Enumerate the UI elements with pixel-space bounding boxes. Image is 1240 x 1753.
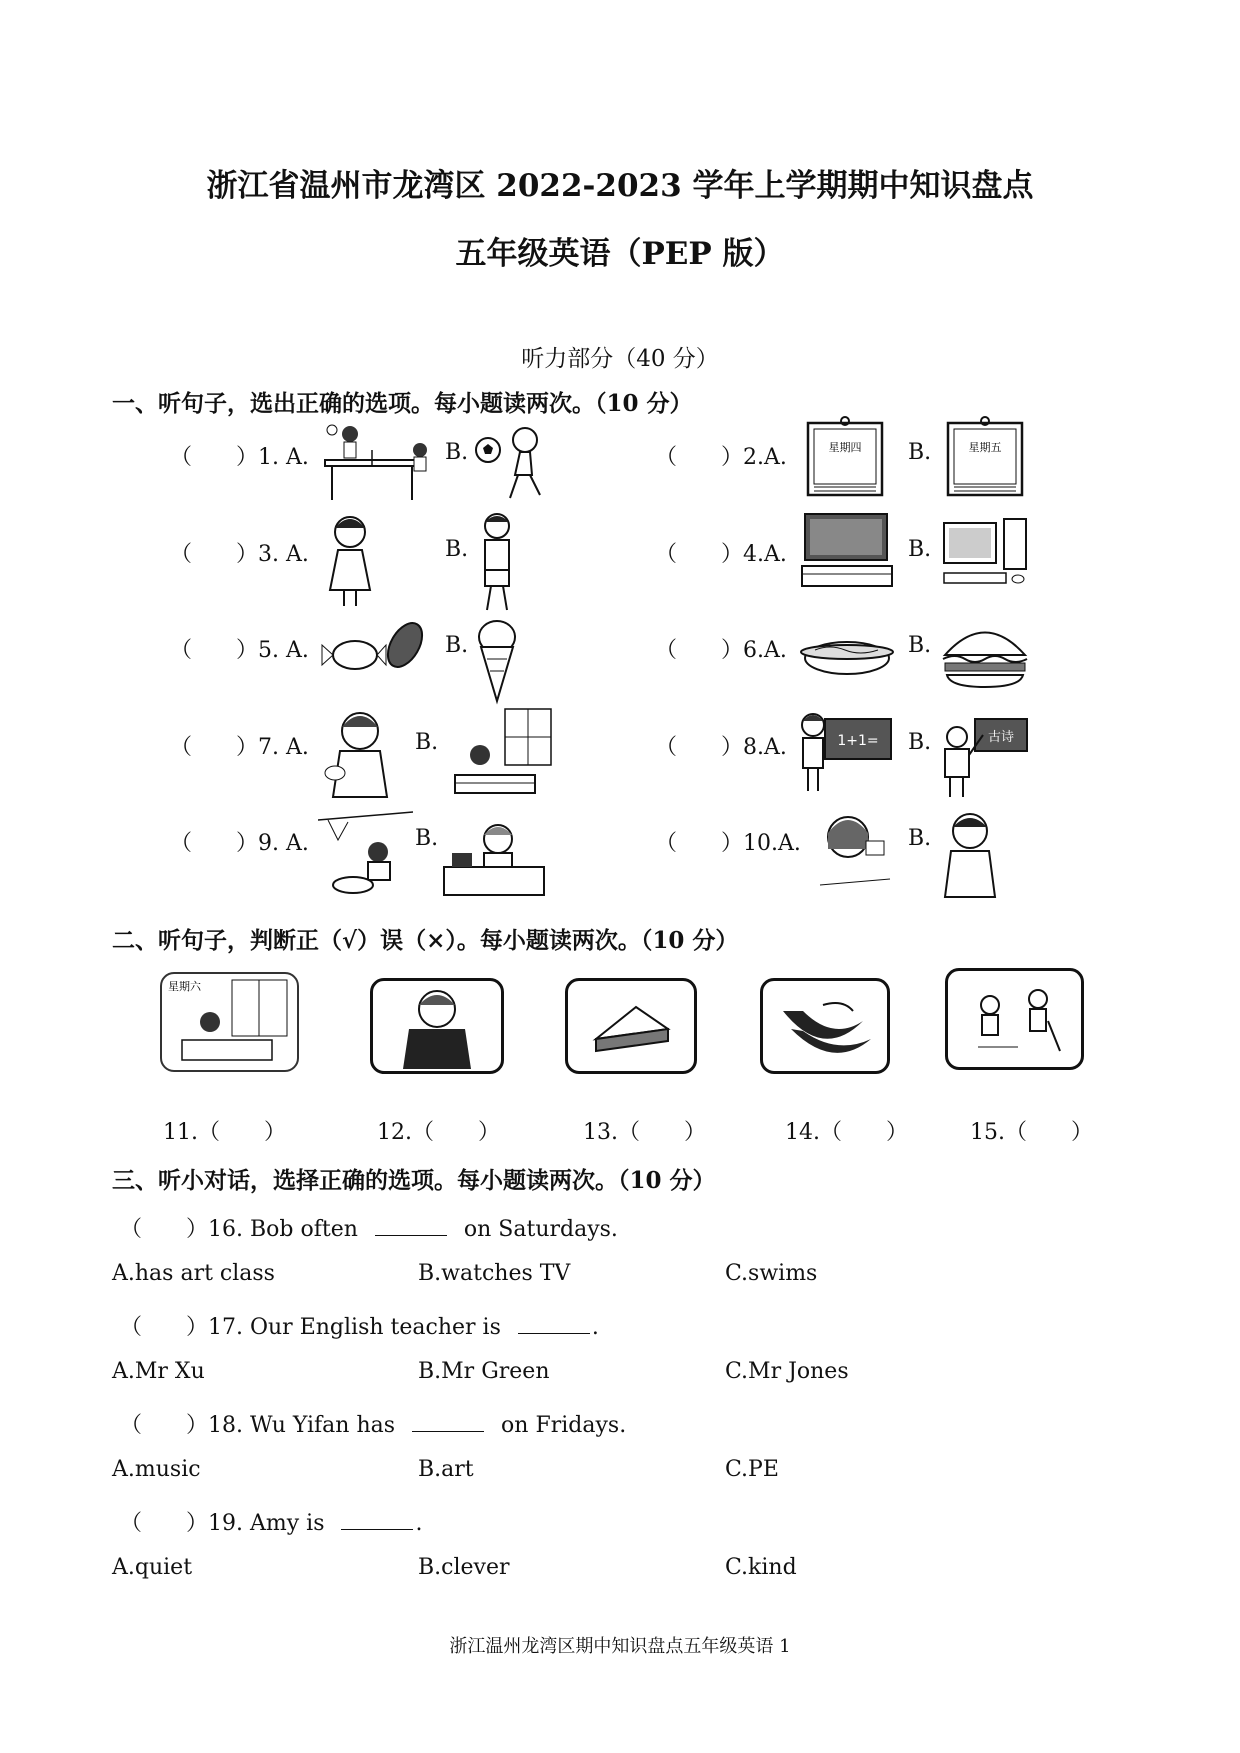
q18-stem (120, 1408, 626, 1439)
q19-stem (120, 1506, 422, 1537)
q19-option-c: C.kind (725, 1555, 797, 1580)
q2-pic-a-text: 星期四 (828, 441, 862, 454)
q18-blank[interactable] (412, 1431, 484, 1432)
q16-stem-after: on Saturdays. (463, 1217, 618, 1242)
part-heading: 听力部分（40 分） (521, 346, 719, 372)
q2-pic-b-calendar (940, 415, 1030, 500)
q8-pic-b-text: 古诗 (987, 730, 1015, 745)
q6-label: （ ）6.A. (655, 638, 787, 663)
q17-stem (120, 1310, 599, 1341)
q18-option-c: C.PE (725, 1457, 779, 1482)
exam-title: 浙江省温州市龙湾区 2022-2023 学年上学期期中知识盘点 (206, 168, 1034, 204)
q2-option-b: B. (908, 440, 932, 465)
q10-option-b: B. (908, 826, 932, 851)
q5-option-b: B. (445, 633, 469, 658)
s2-item-11: 11.（ ） (163, 1120, 286, 1145)
q3-pic-a-girl (310, 510, 390, 610)
q6-option-b: B. (908, 633, 932, 658)
q17-blank[interactable] (518, 1333, 590, 1334)
q7-pic-a-boy (315, 705, 400, 800)
q8-label: （ ）8.A. (655, 735, 787, 760)
q17-option-a: A.Mr Xu (112, 1359, 205, 1384)
q18-stem-after: on Fridays. (501, 1413, 627, 1438)
q3-pic-b-boy (465, 510, 530, 615)
s2-item-13: 13.（ ） (583, 1120, 706, 1145)
q18-option-a: A.music (112, 1457, 201, 1482)
q2-pic-a-calendar (800, 415, 890, 500)
q18-option-b: B.art (418, 1457, 474, 1482)
q6-pic-b-hamburger (935, 615, 1035, 695)
s2-pic-15-kids-cleaning (945, 968, 1084, 1070)
q1-option-b: B. (445, 440, 469, 465)
q8-pic-a-text: 1+1= (837, 733, 879, 749)
s2-item-15: 15.（ ） (970, 1120, 1093, 1145)
q9-pic-a-washing-clothes (318, 810, 413, 900)
q17-option-c: C.Mr Jones (725, 1359, 849, 1384)
q6-pic-a-hot-dog (800, 620, 895, 690)
q17-stem-after: . (591, 1315, 599, 1340)
q3-option-b: B. (445, 537, 469, 562)
s2-pic-12-old-man (370, 978, 504, 1074)
q17-option-b: B.Mr Green (418, 1359, 550, 1384)
q1-pic-b-football (470, 420, 555, 505)
q4-pic-a-tv (800, 510, 895, 590)
exam-subtitle: 五年级英语（PEP 版） (455, 236, 785, 272)
q19-stem-before: （ ）19. Amy is (120, 1511, 325, 1536)
q18-stem-before: （ ）18. Wu Yifan has (120, 1413, 396, 1438)
s2-pic-14-chilli (760, 978, 890, 1074)
q16-option-a: A.has art class (112, 1261, 275, 1286)
page-footer: 浙江温州龙湾区期中知识盘点五年级英语 1 (449, 1636, 791, 1657)
q7-label: （ ）7. A. (170, 735, 309, 760)
q4-option-b: B. (908, 537, 932, 562)
s2-pic-11-text: 星期六 (168, 980, 201, 993)
q4-label: （ ）4.A. (655, 542, 787, 567)
q17-stem-before: （ ）17. Our English teacher is (120, 1315, 501, 1340)
q1-label: （ ）1. A. (170, 445, 309, 470)
q9-option-b: B. (415, 826, 439, 851)
q19-blank[interactable] (341, 1529, 413, 1530)
q19-option-a: A.quiet (112, 1555, 193, 1580)
q5-pic-b-ice-cream (475, 615, 520, 705)
q2-label: （ ）2.A. (655, 445, 787, 470)
q9-label: （ ）9. A. (170, 831, 309, 856)
section1-title: 一、听句子，选出正确的选项。每小题读两次。（10 分） (112, 390, 693, 417)
q5-label: （ ）5. A. (170, 638, 309, 663)
q7-option-b: B. (415, 730, 439, 755)
q8-pic-b-chinese-teacher (935, 715, 1030, 800)
s2-pic-13-sandwich (565, 978, 697, 1074)
q10-label: （ ）10.A. (655, 831, 801, 856)
q4-pic-b-computer (938, 515, 1033, 590)
q8-pic-a-math-teacher (795, 705, 895, 795)
q16-blank[interactable] (375, 1235, 447, 1236)
q19-option-b: B.clever (418, 1555, 510, 1580)
q3-label: （ ）3. A. (170, 542, 309, 567)
q16-stem (120, 1212, 618, 1243)
s2-pic-11-boy-studying (160, 972, 299, 1072)
q8-option-b: B. (908, 730, 932, 755)
s2-item-14: 14.（ ） (785, 1120, 908, 1145)
q9-pic-b-woman-at-desk (440, 815, 550, 900)
s2-item-12: 12.（ ） (377, 1120, 500, 1145)
q16-option-c: C.swims (725, 1261, 818, 1286)
q7-pic-b-boy-reading (445, 705, 555, 800)
q16-option-b: B.watches TV (418, 1261, 571, 1286)
section2-title: 二、听句子，判断正（√）误（×）。每小题读两次。（10 分） (112, 927, 739, 954)
q5-pic-a-candy (320, 610, 430, 685)
q10-pic-b-boy (935, 805, 1005, 900)
section3-title: 三、听小对话，选择正确的选项。每小题读两次。（10 分） (112, 1167, 716, 1194)
q16-stem-before: （ ）16. Bob often (120, 1217, 358, 1242)
q19-stem-after: . (415, 1511, 423, 1536)
q2-pic-b-text: 星期五 (968, 441, 1002, 454)
q10-pic-a-girl-eating (810, 805, 900, 890)
q1-pic-a-ping-pong (320, 420, 440, 505)
